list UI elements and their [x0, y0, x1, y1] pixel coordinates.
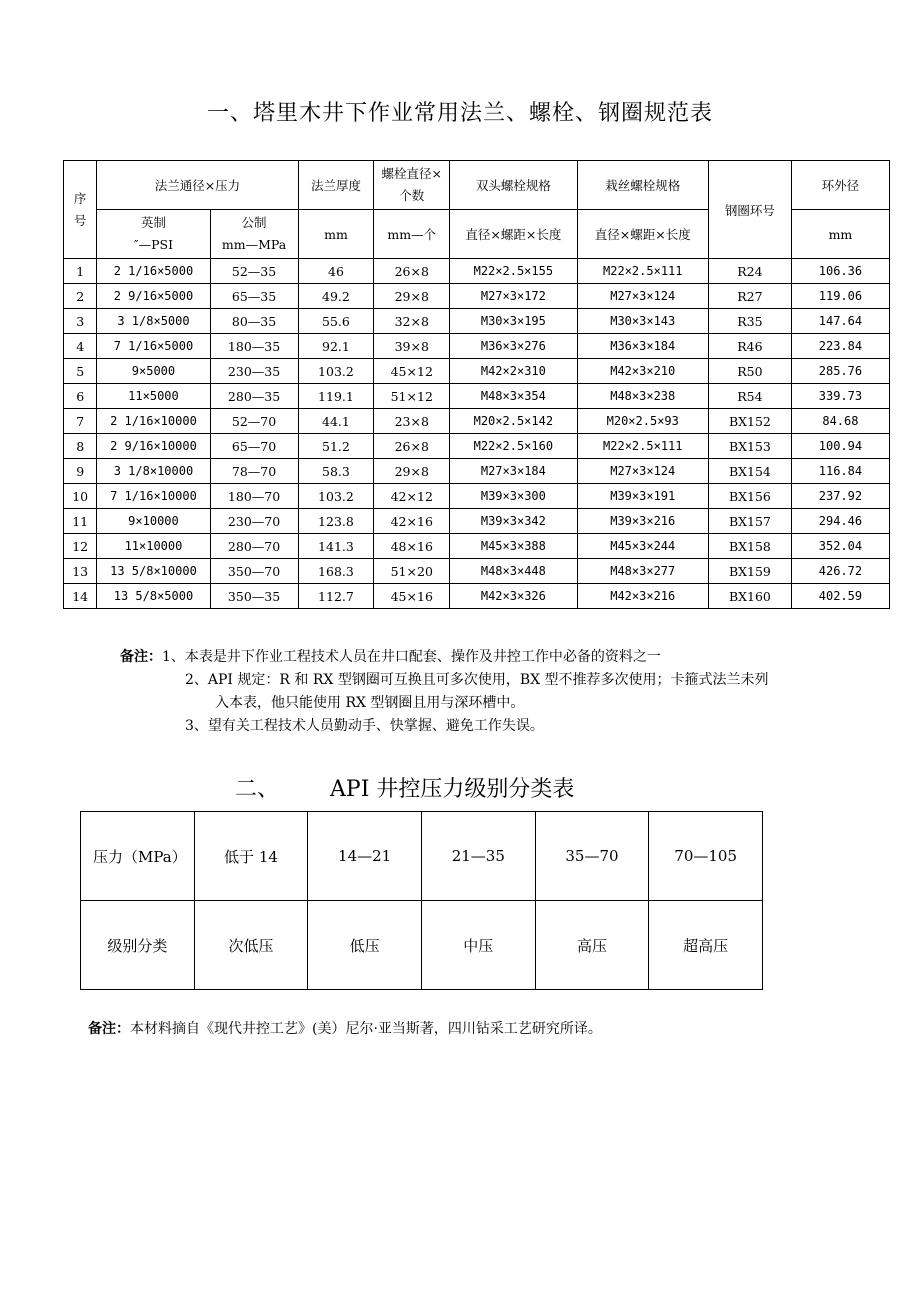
cell: 中压: [421, 901, 535, 990]
cell-thk: 58.3: [298, 459, 374, 484]
pressure-class-table: [80, 811, 763, 990]
cell-stud: M39×3×300: [450, 484, 577, 509]
header-seq: 序号: [64, 161, 97, 259]
cell-tap: M39×3×216: [577, 509, 708, 534]
cell-met: 350—35: [210, 584, 298, 609]
cell-imp: 9×10000: [97, 509, 210, 534]
cell-imp: 2 1/16×10000: [97, 409, 210, 434]
cell-od: 294.46: [791, 509, 889, 534]
cell-tap: M48×3×277: [577, 559, 708, 584]
cell-od: 223.84: [791, 334, 889, 359]
cell-imp: 7 1/16×5000: [97, 334, 210, 359]
cell-n: 2: [64, 284, 97, 309]
cell-n: 3: [64, 309, 97, 334]
cell-bolt: 45×16: [374, 584, 450, 609]
cell-bolt: 32×8: [374, 309, 450, 334]
cell-thk: 112.7: [298, 584, 374, 609]
cell-bolt: 26×8: [374, 434, 450, 459]
cell-thk: 119.1: [298, 384, 374, 409]
header-imperial-label: 英制: [140, 215, 166, 230]
cell-met: 65—70: [210, 434, 298, 459]
cell-tap: M20×2.5×93: [577, 409, 708, 434]
cell-tap: M27×3×124: [577, 284, 708, 309]
cell-met: 80—35: [210, 309, 298, 334]
cell-ring: BX157: [708, 509, 791, 534]
cell-thk: 51.2: [298, 434, 374, 459]
cell-tap: M22×2.5×111: [577, 434, 708, 459]
cell-thk: 55.6: [298, 309, 374, 334]
cell-tap: M39×3×191: [577, 484, 708, 509]
cell-stud: M30×3×195: [450, 309, 577, 334]
cell-ring: R24: [708, 259, 791, 284]
cell-ring: BX156: [708, 484, 791, 509]
cell: 级别分类: [81, 901, 195, 990]
flange-spec-table: [63, 160, 890, 609]
table-row: [64, 284, 890, 309]
cell-imp: 7 1/16×10000: [97, 484, 210, 509]
header-bolt-unit: mm—个: [374, 210, 450, 259]
cell-imp: 13 5/8×10000: [97, 559, 210, 584]
table-row: [64, 559, 890, 584]
cell-n: 7: [64, 409, 97, 434]
cell-n: 9: [64, 459, 97, 484]
notes-section: [120, 646, 769, 738]
cell-thk: 103.2: [298, 484, 374, 509]
header-tap-spec: 栽丝螺栓规格: [577, 161, 708, 210]
header-imperial: [97, 210, 210, 259]
cell-bolt: 39×8: [374, 334, 450, 359]
cell-n: 8: [64, 434, 97, 459]
cell-bolt: 51×12: [374, 384, 450, 409]
table-row: [64, 459, 890, 484]
cell-stud: M39×3×342: [450, 509, 577, 534]
cell-n: 4: [64, 334, 97, 359]
header-od: 环外径: [791, 161, 889, 210]
cell-bolt: 26×8: [374, 259, 450, 284]
note-1: 1、本表是井下作业工程技术人员在井口配套、操作及井控工作中必备的资料之一: [162, 649, 661, 665]
cell-n: 5: [64, 359, 97, 384]
source-note-text: 本材料摘自《现代井控工艺》(美）尼尔·亚当斯著，四川钻采工艺研究所译。: [130, 1021, 602, 1037]
table-row: [64, 434, 890, 459]
cell: 35—70: [535, 812, 649, 901]
section-title-2: [235, 772, 574, 803]
page-title: 一、塔里木井下作业常用法兰、螺栓、钢圈规范表: [206, 101, 713, 126]
cell-stud: M36×3×276: [450, 334, 577, 359]
table-row: [64, 409, 890, 434]
table-row: [64, 509, 890, 534]
cell-ring: BX152: [708, 409, 791, 434]
cell-tap: M30×3×143: [577, 309, 708, 334]
cell-met: 350—70: [210, 559, 298, 584]
cell-bolt: 29×8: [374, 459, 450, 484]
cell-thk: 141.3: [298, 534, 374, 559]
note-2: 2、API 规定：R 和 RX 型钢圈可互换且可多次使用，BX 型不推荐多次使用；卡箍式法兰未列: [185, 672, 769, 688]
cell-bolt: 42×16: [374, 509, 450, 534]
cell-tap: M22×2.5×111: [577, 259, 708, 284]
header-thickness-unit: mm: [298, 210, 374, 259]
cell-n: 13: [64, 559, 97, 584]
notes-label: 备注：: [120, 649, 162, 665]
cell-met: 78—70: [210, 459, 298, 484]
cell-ring: R54: [708, 384, 791, 409]
cell-imp: 3 1/8×10000: [97, 459, 210, 484]
header-bore-pressure: 法兰通径×压力: [97, 161, 298, 210]
cell-met: 52—70: [210, 409, 298, 434]
cell: 超高压: [649, 901, 763, 990]
cell-met: 230—70: [210, 509, 298, 534]
cell: 14—21: [308, 812, 422, 901]
table-row: [64, 309, 890, 334]
header-thickness: 法兰厚度: [298, 161, 374, 210]
cell: 次低压: [194, 901, 308, 990]
cell: 70—105: [649, 812, 763, 901]
cell-od: 402.59: [791, 584, 889, 609]
cell-tap: M42×3×216: [577, 584, 708, 609]
cell-n: 11: [64, 509, 97, 534]
source-note: [88, 1018, 602, 1038]
cell-tap: M36×3×184: [577, 334, 708, 359]
cell-thk: 92.1: [298, 334, 374, 359]
header-bolt-dia: 螺栓直径×个数: [374, 161, 450, 210]
cell-ring: R35: [708, 309, 791, 334]
cell-ring: R27: [708, 284, 791, 309]
cell: 低压: [308, 901, 422, 990]
header-metric: [210, 210, 298, 259]
cell-ring: BX153: [708, 434, 791, 459]
cell-thk: 46: [298, 259, 374, 284]
cell-stud: M22×2.5×155: [450, 259, 577, 284]
table-row: [64, 534, 890, 559]
cell-thk: 123.8: [298, 509, 374, 534]
table-row: [64, 334, 890, 359]
cell-od: 116.84: [791, 459, 889, 484]
cell-thk: 168.3: [298, 559, 374, 584]
header-stud-unit: 直径×螺距×长度: [450, 210, 577, 259]
note-3: 3、望有关工程技术人员勤动手、快掌握、避免工作失误。: [185, 718, 544, 734]
cell-imp: 2 1/16×5000: [97, 259, 210, 284]
header-od-unit: mm: [791, 210, 889, 259]
source-note-label: 备注：: [88, 1021, 130, 1037]
header-metric-unit: mm—MPa: [221, 237, 287, 252]
cell-imp: 3 1/8×5000: [97, 309, 210, 334]
class-row: [81, 901, 763, 990]
cell-n: 10: [64, 484, 97, 509]
cell-n: 1: [64, 259, 97, 284]
cell-ring: R46: [708, 334, 791, 359]
table-row: [64, 484, 890, 509]
cell-met: 280—70: [210, 534, 298, 559]
cell-met: 230—35: [210, 359, 298, 384]
table-row: [64, 384, 890, 409]
cell-thk: 44.1: [298, 409, 374, 434]
cell-od: 106.36: [791, 259, 889, 284]
cell-stud: M48×3×354: [450, 384, 577, 409]
cell-ring: R50: [708, 359, 791, 384]
cell-thk: 103.2: [298, 359, 374, 384]
cell-od: 119.06: [791, 284, 889, 309]
section-title-text: API 井控压力级别分类表: [330, 777, 575, 802]
cell-imp: 11×5000: [97, 384, 210, 409]
cell-stud: M48×3×448: [450, 559, 577, 584]
cell-tap: M42×3×210: [577, 359, 708, 384]
cell-bolt: 45×12: [374, 359, 450, 384]
cell-met: 280—35: [210, 384, 298, 409]
cell-od: 100.94: [791, 434, 889, 459]
cell-od: 84.68: [791, 409, 889, 434]
cell-ring: BX159: [708, 559, 791, 584]
cell-imp: 2 9/16×10000: [97, 434, 210, 459]
cell-tap: M48×3×238: [577, 384, 708, 409]
cell-od: 352.04: [791, 534, 889, 559]
cell-imp: 11×10000: [97, 534, 210, 559]
cell: 21—35: [421, 812, 535, 901]
cell-stud: M20×2.5×142: [450, 409, 577, 434]
cell-bolt: 48×16: [374, 534, 450, 559]
cell-n: 12: [64, 534, 97, 559]
cell-bolt: 42×12: [374, 484, 450, 509]
header-ring: 钢圈环号: [708, 161, 791, 259]
cell-stud: M22×2.5×160: [450, 434, 577, 459]
cell-imp: 9×5000: [97, 359, 210, 384]
cell-od: 285.76: [791, 359, 889, 384]
header-tap-unit: 直径×螺距×长度: [577, 210, 708, 259]
table-row: [64, 584, 890, 609]
cell-met: 180—35: [210, 334, 298, 359]
cell-od: 426.72: [791, 559, 889, 584]
cell-met: 52—35: [210, 259, 298, 284]
cell-tap: M27×3×124: [577, 459, 708, 484]
header-imperial-unit: ″—PSI: [133, 237, 174, 252]
cell-met: 65—35: [210, 284, 298, 309]
cell: 高压: [535, 901, 649, 990]
cell-ring: BX154: [708, 459, 791, 484]
cell-stud: M42×2×310: [450, 359, 577, 384]
pressure-row: [81, 812, 763, 901]
cell-od: 147.64: [791, 309, 889, 334]
cell-n: 14: [64, 584, 97, 609]
cell-imp: 13 5/8×5000: [97, 584, 210, 609]
cell-stud: M42×3×326: [450, 584, 577, 609]
header-stud-spec: 双头螺栓规格: [450, 161, 577, 210]
table-row: [64, 259, 890, 284]
cell-thk: 49.2: [298, 284, 374, 309]
cell-bolt: 51×20: [374, 559, 450, 584]
note-2-continued: 入本表，他只能使用 RX 型钢圈且用与深环槽中。: [215, 695, 525, 711]
cell-od: 339.73: [791, 384, 889, 409]
cell-ring: BX158: [708, 534, 791, 559]
cell-od: 237.92: [791, 484, 889, 509]
cell-tap: M45×3×244: [577, 534, 708, 559]
cell-stud: M45×3×388: [450, 534, 577, 559]
cell-bolt: 23×8: [374, 409, 450, 434]
cell-met: 180—70: [210, 484, 298, 509]
cell: 压力（MPa）: [81, 812, 195, 901]
cell-stud: M27×3×172: [450, 284, 577, 309]
section-number: 二、: [235, 777, 280, 802]
cell-imp: 2 9/16×5000: [97, 284, 210, 309]
cell-bolt: 29×8: [374, 284, 450, 309]
cell-ring: BX160: [708, 584, 791, 609]
table-row: [64, 359, 890, 384]
cell-n: 6: [64, 384, 97, 409]
header-metric-label: 公制: [241, 215, 267, 230]
cell-stud: M27×3×184: [450, 459, 577, 484]
cell: 低于 14: [194, 812, 308, 901]
